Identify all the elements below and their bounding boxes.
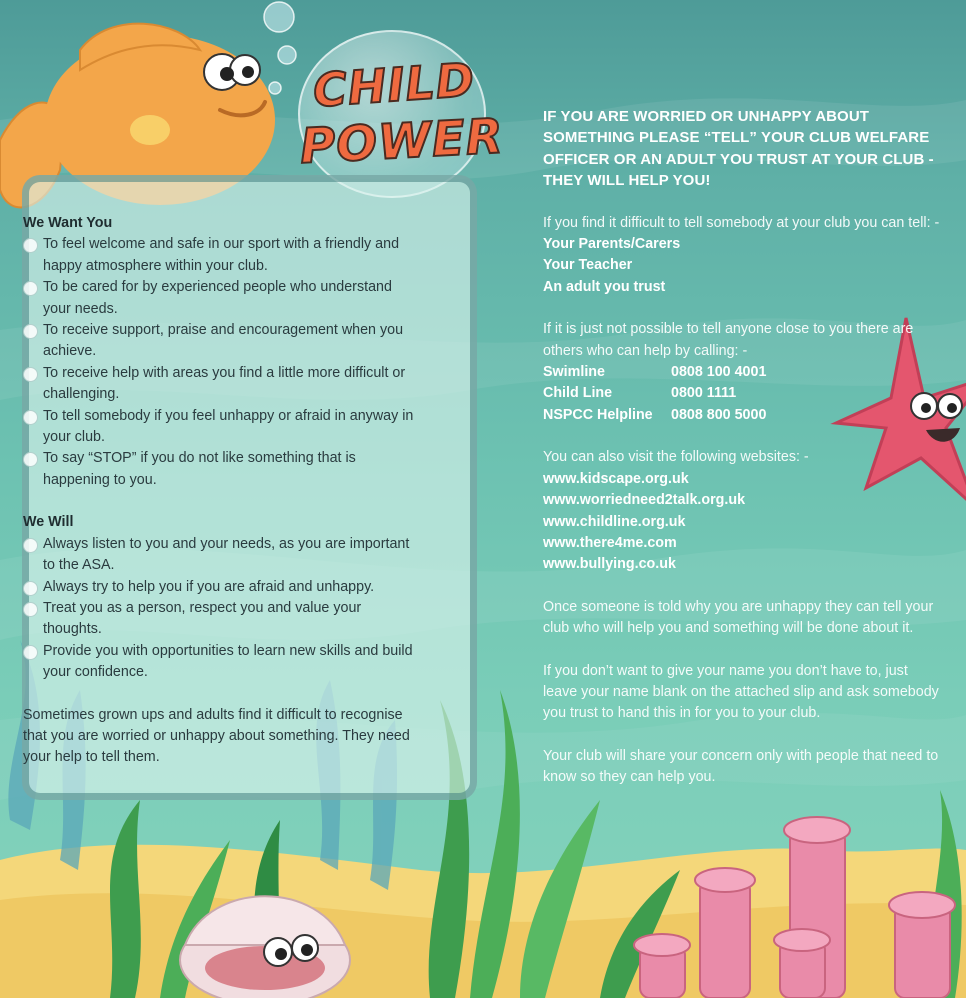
logo-line1: CHILD [311,52,477,118]
trusted-person: An adult you trust [543,278,666,295]
list-item: Provide you with opportunities to learn new skills and build your confidence. [23,641,423,684]
websites-intro: You can also visit the following websites: - [543,449,809,466]
website-link[interactable]: www.there4me.com [543,534,677,551]
helpline-name: Child Line [543,385,613,402]
section-title-we-will: We Will [23,514,74,531]
helpline-row [543,362,943,383]
section-title-we-want-you: We Want You [23,215,113,231]
website-link[interactable]: www.bullying.co.uk [543,556,676,573]
helpline-number: 0800 1111 [671,385,737,402]
we-will-list [23,534,423,684]
headline: IF YOU ARE WORRIED OR UNHAPPY ABOUT SOMETHING PLEASE “TELL” YOUR CLUB WELFARE OFFICER OR AN ADULT YOU TRUST AT YOUR CLUB - THEY WILL HELP YOU! [543,108,934,190]
trusted-person: Your Teacher [543,257,633,274]
website-link[interactable]: www.kidscape.org.uk [543,470,689,487]
helpline-row [543,383,943,404]
child-power-logo [298,30,506,198]
info-paragraph: Your club will share your concern only with people that need to know so they can help you. [543,747,939,786]
intro-text: If you find it difficult to tell somebody at your club you can tell: - [543,214,940,231]
list-item: To receive help with areas you find a little more difficult or challenging. [23,363,423,406]
helpline-name: NSPCC Helpline [543,406,653,423]
trusted-person: Your Parents/Carers [543,236,681,253]
helpline-row [543,405,943,426]
helpline-number: 0808 800 5000 [671,406,767,423]
website-link[interactable]: www.worriedneed2talk.org.uk [543,492,746,509]
list-item: Always try to help you if you are afraid and unhappy. [23,577,423,598]
bubbles [264,2,296,94]
list-item: To feel welcome and safe in our sport with a friendly and happy atmosphere within your club. [23,234,423,277]
closing-text: Sometimes grown ups and adults find it difficult to recognise that you are worried or unhappy about something. They need your help to tell them. [23,706,410,766]
info-panel-content [23,213,423,769]
logo-line2: POWER [298,108,506,175]
helpline-number: 0808 100 4001 [671,364,767,381]
info-paragraph: Once someone is told why you are unhappy they can tell your club who will help you and something will be done about it. [543,598,934,637]
helplines-intro: If it is just not possible to tell anyone close to you there are others who can help by calling: - [543,321,914,359]
helpline-name: Swimline [543,364,605,381]
help-column [543,106,943,789]
list-item: To receive support, praise and encouragement when you achieve. [23,320,423,363]
list-item: To tell somebody if you feel unhappy or afraid in anyway in your club. [23,406,423,449]
website-link[interactable]: www.childline.org.uk [543,513,686,530]
list-item: To be cared for by experienced people who understand your needs. [23,277,423,320]
we-want-you-list [23,234,423,491]
list-item: To say “STOP” if you do not like something that is happening to you. [23,448,423,491]
list-item: Treat you as a person, respect you and value your thoughts. [23,598,423,641]
list-item: Always listen to you and your needs, as you are important to the ASA. [23,534,423,577]
info-paragraph: If you don’t want to give your name you don’t have to, just leave your name blank on the attached slip and ask somebody you trust to hand this in for you to your club. [543,662,939,722]
